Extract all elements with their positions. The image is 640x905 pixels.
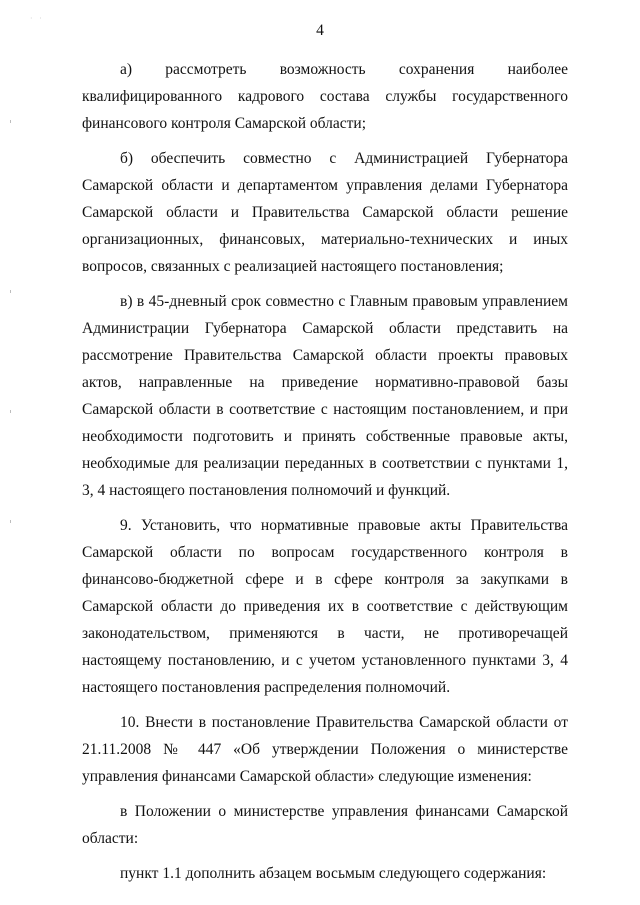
scan-artifact: · · — [30, 14, 44, 23]
paragraph-9: 9. Установить, что нормативные правовые акты Правительства Самарской области по вопросам государственного контроля в финансово-бюджетной сфере и в сфере контроля за закупками в Самарской области до приведения их в соответствие с действующим законодательством, применяются в части, не противоречащей настоящему постановлению, и с учетом установленного пунктами 3, 4 настоящего постановления распределения полномочий. — [82, 517, 568, 696]
paragraph-a: а) рассмотреть возможность сохранения наиболее квалифицированного кадрового состава службы государственного финансового контроля Самарской области; — [82, 61, 568, 132]
margin-marks — [6, 0, 20, 905]
paragraph-punkt-1-1: пункт 1.1 дополнить абзацем восьмым следующего содержания: — [120, 865, 547, 882]
paragraph-10: 10. Внести в постановление Правительства Самарской области от 21.11.2008 № 447 «Об утверждении Положения о министерстве управления финансами Самарской области» следующие изменения: — [82, 714, 568, 785]
document-body — [82, 56, 568, 895]
paragraph-v: в) в 45-дневный срок совместно с Главным правовым управлением Администрации Губернатора Самарской области представить на рассмотрение Правительства Самарской области проекты правовых актов, направленные на приведение нормативно-правовой базы Самарской области в соответствие с настоящим постановлением, и при необходимости подготовить и принять собственные правовые акты, необходимые для реализации переданных в соответствии с пунктами 1, 3, 4 настоящего постановления полномочий и функций. — [82, 293, 568, 499]
margin-mark — [10, 290, 11, 293]
page-number: 4 — [316, 22, 324, 39]
paragraph-polozhenie: в Положении о министерстве управления финансами Самарской области: — [82, 803, 568, 847]
margin-mark — [10, 120, 11, 123]
margin-mark — [10, 410, 11, 413]
margin-mark — [10, 520, 11, 523]
paragraph-b: б) обеспечить совместно с Администрацией Губернатора Самарской области и департаментом управления делами Губернатора Самарской области и Правительства Самарской области решение организационных, финансовых, материально-технических и иных вопросов, связанных с реализацией настоящего постановления; — [82, 150, 568, 275]
